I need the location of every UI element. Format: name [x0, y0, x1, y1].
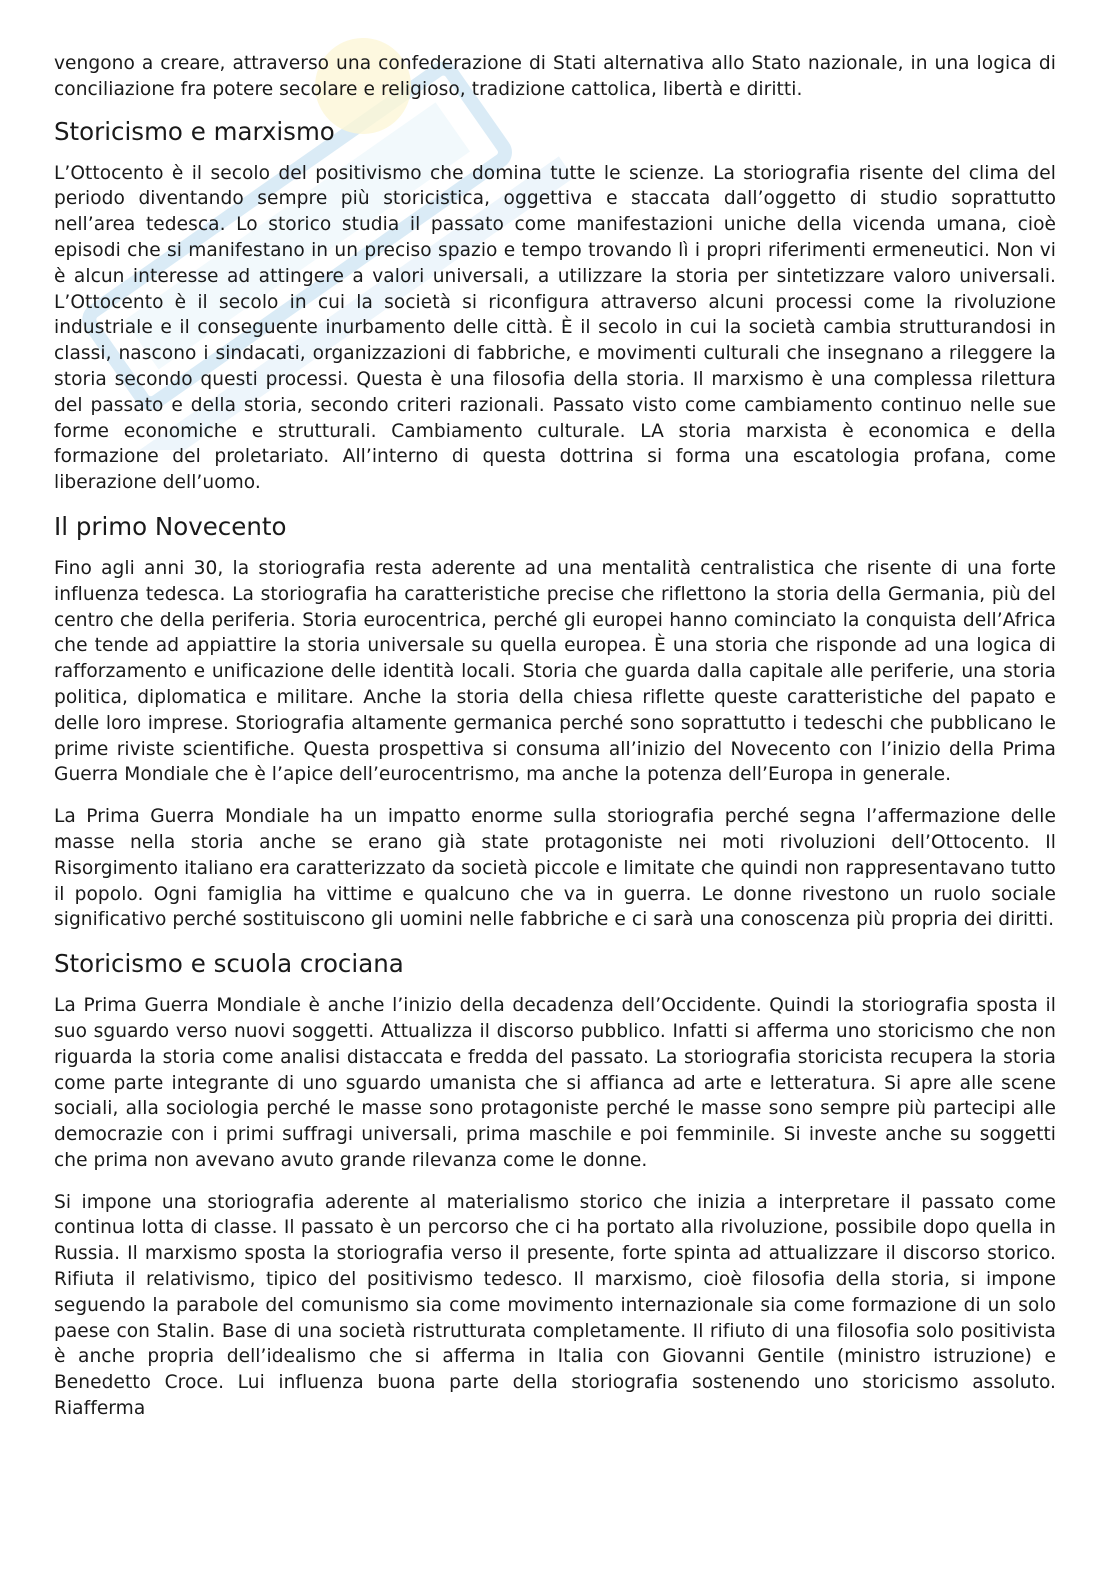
section-heading: Storicismo e marxismo [54, 116, 335, 146]
section-paragraph: L’Ottocento è il secolo del positivismo che domina tutte le scienze. La storiografia risente del clima del periodo diventando sempre più storicistica, oggettiva e staccata dall’oggetto di studio soprattutto nell’area tedesca. Lo storico studia il passato come manifestazioni uniche della vicenda umana, cioè episodi che si manifestano in un preciso spazio e tempo trovando lì i propri riferimenti ermeneutici. Non vi è alcun interesse ad attingere a valori universali, a utilizzare la storia per sintetizzare valoro universali. L’Ottocento è il secolo in cui la società si riconfigura attraverso alcuni processi come la rivoluzione industriale e il conseguente inurbamento delle città. È il secolo in cui la società cambia strutturandosi in classi, nascono i sindacati, organizzazioni di fabbriche, e movimenti culturali che insegnano a rileggere la storia secondo questi processi. Questa è una filosofia della storia. Il marxismo è una complessa rilettura del passato e della storia, secondo criteri razionali. Passato visto come cambiamento continuo nelle sue forme economiche e strutturali. Cambiamento culturale. LA storia marxista è economica e della formazione del proletariato. All’interno di questa dottrina si forma una escatologia profana, come liberazione dell’uomo. [54, 162, 1056, 494]
document-content [54, 51, 1056, 1438]
intro-paragraph: vengono a creare, attraverso una confederazione di Stati alternativa allo Stato nazionale, in una logica di conciliazione fra potere secolare e religioso, tradizione cattolica, libertà e diritti. [54, 53, 1056, 100]
section-paragraph: Si impone una storiografia aderente al materialismo storico che inizia a interpretare il passato come continua lotta di classe. Il passato è un percorso che ci ha portato alla rivoluzione, possibile dopo quella in Russia. Il marxismo sposta la storiografia verso il presente, forte spinta ad attualizzare il discorso storico. Rifiuta il relativismo, tipico del positivismo tedesco. Il marxismo, cioè filosofia della storia, si impone seguendo la parabole del comunismo sia come movimento internazionale sia come formazione di un solo paese con Stalin. Base di una società ristrutturata completamente. Il rifiuto di una filosofia solo positivista è anche propria dell’idealismo che si afferma in Italia con Giovanni Gentile (ministro istruzione) e Benedetto Croce. Lui influenza buona parte della storiografia sostenendo uno storicismo assoluto. Riafferma [54, 1191, 1056, 1420]
section-heading: Il primo Novecento [54, 511, 287, 541]
section-paragraph: La Prima Guerra Mondiale ha un impatto enorme sulla storiografia perché segna l’affermazione delle masse nella storia anche se erano già state protagoniste nei moti rivoluzioni dell’Ottocento. Il Risorgimento italiano era caratterizzato da società piccole e limitate che quindi non rappresentavano tutto il popolo. Ogni famiglia ha vittime e qualcuno che va in guerra. Le donne rivestono un ruolo sociale significativo perché sostituiscono gli uomini nelle fabbriche e ci sarà una conoscenza più propria dei diritti. [54, 806, 1056, 931]
section-heading: Storicismo e scuola crociana [54, 949, 404, 979]
section-paragraph: La Prima Guerra Mondiale è anche l’inizio della decadenza dell’Occidente. Quindi la storiografia sposta il suo sguardo verso nuovi soggetti. Attualizza il discorso pubblico. Infatti si afferma uno storicismo che non riguarda la storia come analisi distaccata e fredda del passato. La storiografia storicista recupera la storia come parte integrante di uno sguardo umanista che si affianca ad arte e letteratura. Si apre alle scene sociali, alla sociologia perché le masse sono protagoniste perché le masse sono sempre più partecipi alle democrazie con i primi suffragi universali, prima maschile e poi femminile. Si investe anche su soggetti che prima non avevano avuto grande rilevanza come le donne. [54, 995, 1056, 1171]
section-paragraph: Fino agli anni 30, la storiografia resta aderente ad una mentalità centralistica che risente di una forte influenza tedesca. La storiografia ha caratteristiche precise che riflettono la storia della Germania, più del centro che della periferia. Storia eurocentrica, perché gli europei hanno cominciato la conquista dell’Africa che tende ad appiattire la storia universale su quella europea. È una storia che risponde ad una logica di rafforzamento e unificazione delle identità locali. Storia che guarda dalla capitale alle periferie, una storia politica, diplomatica e militare. Anche la storia della chiesa riflette queste caratteristiche del papato e delle loro imprese. Storiografia altamente germanica perché sono soprattutto i tedeschi che pubblicano le prime riviste scientifiche. Questa prospettiva si consuma all’inizio del Novecento con l’inizio della Prima Guerra Mondiale che è l’apice dell’eurocentrismo, ma anche la potenza dell’Europa in generale. [54, 557, 1056, 786]
